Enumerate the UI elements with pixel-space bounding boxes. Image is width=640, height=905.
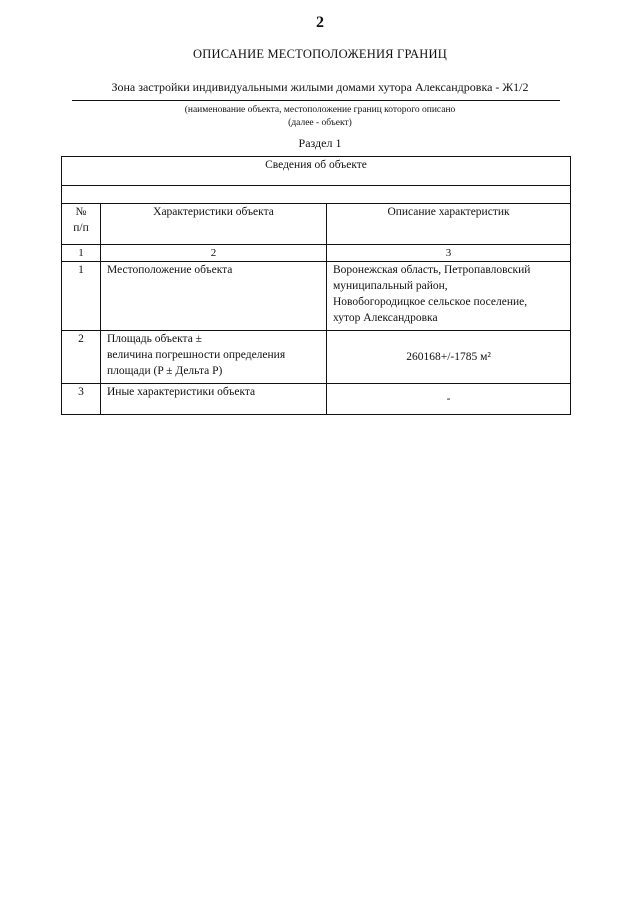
column-number-1: 1	[62, 245, 101, 262]
header-description: Описание характеристик	[327, 204, 571, 245]
document-title: ОПИСАНИЕ МЕСТОПОЛОЖЕНИЯ ГРАНИЦ	[193, 47, 447, 61]
description-line: хутор Александровка	[333, 312, 438, 324]
empty-cell	[62, 186, 571, 204]
characteristic-line: величина погрешности определения	[107, 349, 286, 361]
description-line: Воронежская область, Петропавловский	[333, 264, 531, 276]
characteristic-line: Площадь объекта ±	[107, 333, 202, 345]
object-info-table	[61, 156, 571, 415]
table-row	[62, 331, 571, 384]
table-empty-row	[62, 186, 571, 204]
description-line: Новобогородицкое сельское поселение,	[333, 296, 528, 308]
object-name-caption-line-1: (наименование объекта, местоположение границ которого описано	[184, 105, 456, 115]
description-line: муниципальный район,	[333, 280, 448, 292]
row-description	[327, 262, 571, 331]
table-row	[62, 384, 571, 415]
row-characteristic: Местоположение объекта	[101, 262, 327, 331]
row-description: -	[327, 384, 571, 415]
page-number: 2	[316, 14, 324, 31]
characteristic-line: площади (P ± Дельта P)	[107, 365, 223, 377]
header-number-line-1: №	[75, 206, 87, 218]
header-characteristics: Характеристики объекта	[101, 204, 327, 245]
table-header-row	[62, 204, 571, 245]
row-number: 1	[62, 262, 101, 331]
row-number: 2	[62, 331, 101, 384]
table-caption-row	[62, 157, 571, 186]
header-number-line-2: п/п	[73, 222, 89, 234]
column-number-2: 2	[101, 245, 327, 262]
row-characteristic	[101, 331, 327, 384]
row-number: 3	[62, 384, 101, 415]
header-number	[62, 204, 101, 245]
row-description: 260168+/-1785 м²	[327, 331, 571, 384]
table-row	[62, 262, 571, 331]
row-characteristic: Иные характеристики объекта	[101, 384, 327, 415]
column-number-3: 3	[327, 245, 571, 262]
table-caption: Сведения об объекте	[62, 157, 571, 186]
object-name: Зона застройки индивидуальными жилыми домами хутора Александровка - Ж1/2	[111, 80, 529, 94]
column-number-row	[62, 245, 571, 262]
object-name-caption-line-2: (далее - объект)	[288, 118, 352, 128]
section-label: Раздел 1	[298, 136, 342, 150]
object-name-underline	[72, 100, 560, 101]
